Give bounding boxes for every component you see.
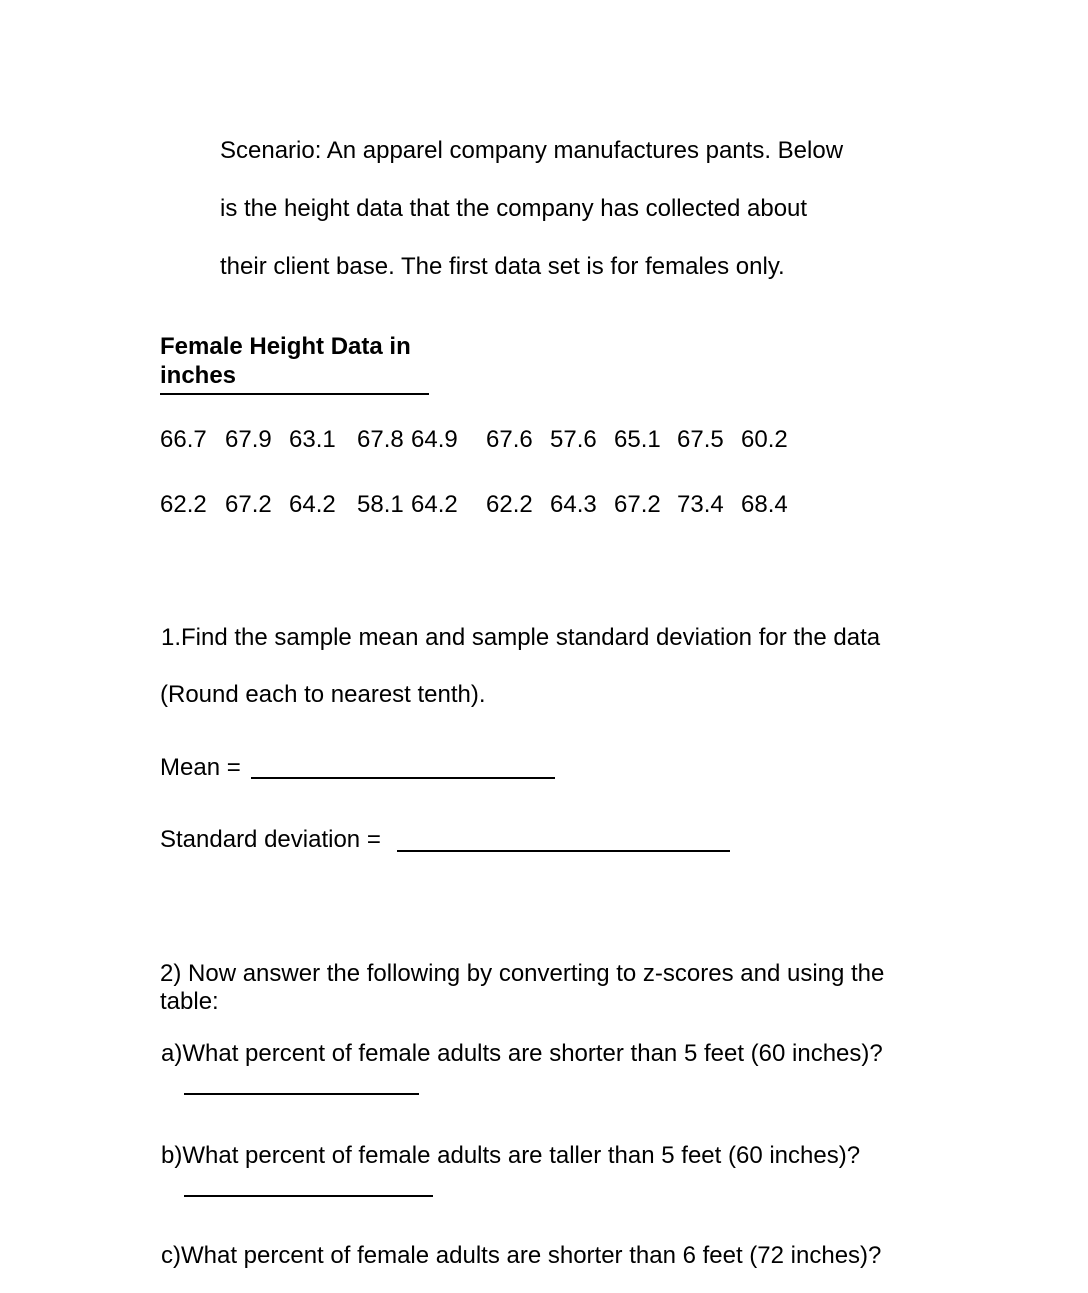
data-cell: 58.1 — [357, 491, 404, 518]
table-heading: Female Height Data in inches — [160, 332, 429, 395]
question-2b-answer-blank[interactable] — [184, 1195, 433, 1197]
data-cell: 64.9 — [411, 426, 458, 453]
question-2b-text: b)What percent of female adults are taller than 5 feet (60 inches)? — [161, 1142, 861, 1169]
question-2a-text: a)What percent of female adults are shorter than 5 feet (60 inches)? — [161, 1040, 883, 1067]
question-1-text: 1.Find the sample mean and sample standard deviation for the data — [161, 624, 881, 651]
data-cell: 62.2 — [160, 491, 207, 518]
data-cell: 67.5 — [677, 426, 724, 453]
data-cell: 66.7 — [160, 426, 207, 453]
question-2c-text: c)What percent of female adults are shorter than 6 feet (72 inches)? — [161, 1242, 882, 1269]
standard-deviation-label: Standard deviation = — [160, 826, 381, 853]
data-cell: 67.8 — [357, 426, 404, 453]
data-cell: 64.2 — [411, 491, 458, 518]
data-cell: 68.4 — [741, 491, 788, 518]
standard-deviation-answer-blank[interactable] — [397, 850, 730, 852]
scenario-line-1: Scenario: An apparel company manufactures pants. Below — [220, 137, 844, 164]
scenario-line-3: their client base. The first data set is for females only. — [220, 253, 785, 280]
question-2-intro: 2) Now answer the following by converting to z-scores and using the table: — [160, 960, 885, 1015]
data-cell: 67.2 — [225, 491, 272, 518]
data-cell: 62.2 — [486, 491, 533, 518]
data-cell: 65.1 — [614, 426, 661, 453]
data-cell: 63.1 — [289, 426, 336, 453]
data-cell: 73.4 — [677, 491, 724, 518]
data-cell: 60.2 — [741, 426, 788, 453]
mean-answer-blank[interactable] — [251, 777, 555, 779]
data-cell: 67.2 — [614, 491, 661, 518]
question-1-rounding-note: (Round each to nearest tenth). — [160, 681, 486, 708]
question-2a-answer-blank[interactable] — [184, 1093, 419, 1095]
data-cell: 64.2 — [289, 491, 336, 518]
scenario-line-2: is the height data that the company has collected about — [220, 195, 808, 222]
mean-label: Mean = — [160, 754, 241, 781]
data-cell: 64.3 — [550, 491, 597, 518]
data-cell: 67.9 — [225, 426, 272, 453]
data-cell: 57.6 — [550, 426, 597, 453]
data-cell: 67.6 — [486, 426, 533, 453]
